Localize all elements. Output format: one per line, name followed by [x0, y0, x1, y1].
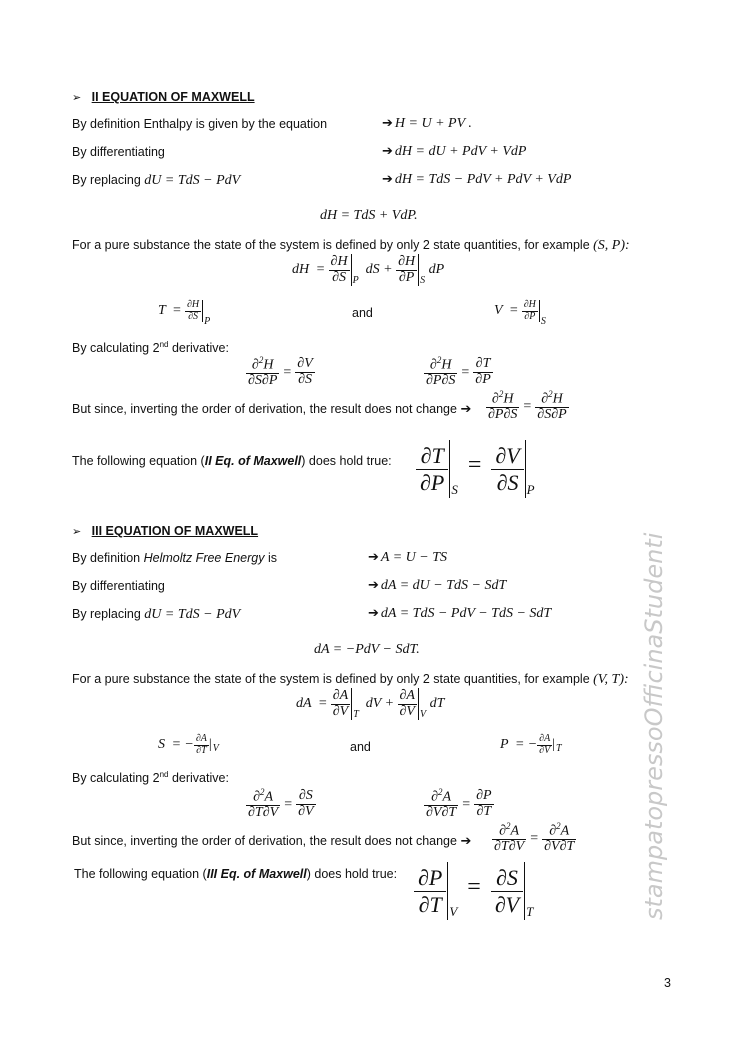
bullet-arrow-icon: ➢	[72, 526, 82, 538]
pure-substance-text-iii: For a pure substance the state of the system is defined by only 2 state quantities, for example (V, T):	[72, 672, 629, 687]
bullet-arrow-icon: ➢	[72, 92, 82, 104]
helmholtz-definition-text: By definition Helmoltz Free Energy is	[72, 551, 277, 565]
schwarz-equality-ii: $\frac{\partial^2H}{\partial P\partial S}$ = $\frac{\partial^2H}{\partial S\partial P}$	[488, 389, 567, 423]
s-partial-eq: S = − $\frac{\partial A}{\partial T}$ $|_V$	[158, 733, 219, 756]
and-label-iii: and	[350, 740, 371, 754]
differential-helmholtz-eq: ➔ dA = dU − TdS − SdT	[368, 578, 507, 593]
enthalpy-result-eq: dH = TdS + VdP.	[320, 208, 418, 223]
section-heading-iii: ➢ III EQUATION OF MAXWELL	[72, 524, 259, 538]
t-partial-eq: T = $\frac{\partial H}{\partial S}$ $_P$	[158, 299, 211, 328]
pure-substance-text: For a pure substance the state of the system is defined by only 2 state quantities, for example (S, P):	[72, 238, 630, 253]
replacing-text: By replacing dU = TdS − PdV	[72, 173, 241, 188]
second-derivative-text-ii: By calculating 2nd derivative:	[72, 340, 229, 356]
second-derivative-eq-4: $\frac{\partial^2A}{\partial V\partial T}$ = $\frac{\partial P}{\partial T}$	[426, 787, 492, 821]
second-derivative-eq-2: $\frac{\partial^2H}{\partial P\partial S}$ = $\frac{\partial T}{\partial P}$	[426, 355, 491, 389]
v-partial-eq: V = $\frac{\partial H}{\partial P}$ $_S$	[494, 299, 546, 328]
page-number: 3	[664, 976, 671, 990]
following-equation-text-iii: The following equation (III Eq. of Maxwell) does hold true:	[74, 867, 398, 881]
p-partial-eq: P = − $\frac{\partial A}{\partial V}$ $|_T$	[500, 733, 562, 756]
right-arrow-icon: ➔	[368, 550, 379, 565]
second-derivative-eq-3: $\frac{\partial^2A}{\partial T\partial V}$ = $\frac{\partial S}{\partial V}$	[248, 787, 314, 821]
second-derivative-eq-1: $\frac{\partial^2H}{\partial S\partial P}$ = $\frac{\partial V}{\partial S}$	[248, 355, 313, 389]
right-arrow-icon: ➔	[460, 402, 472, 417]
second-derivative-text-iii: By calculating 2nd derivative:	[72, 770, 229, 786]
helmholtz-result-eq: dA = −PdV − SdT.	[314, 642, 420, 657]
right-arrow-icon: ➔	[368, 578, 379, 593]
differential-enthalpy-eq: ➔ dH = dU + PdV + VdP	[382, 144, 527, 159]
replaced-enthalpy-eq: ➔ dH = TdS − PdV + PdV + VdP	[382, 172, 572, 187]
replacing-text-iii: By replacing dU = TdS − PdV	[72, 607, 241, 622]
right-arrow-icon: ➔	[382, 144, 393, 159]
right-arrow-icon: ➔	[382, 116, 393, 131]
schwarz-equality-iii: $\frac{\partial^2A}{\partial T\partial V}$ = $\frac{\partial^2A}{\partial V\partial T}$	[494, 821, 575, 855]
following-equation-text-ii: The following equation (II Eq. of Maxwell) does hold true:	[72, 454, 392, 468]
helmholtz-definition-eq: ➔ A = U − TS	[368, 550, 447, 565]
differentiating-text: By differentiating	[72, 145, 165, 159]
da-total-differential: dA = $\frac{\partial A}{\partial V}$ $_T$ dV + $\frac{\partial A}{\partial V}$ $_V$ dT	[296, 687, 445, 721]
dh-total-differential: dH = $\frac{\partial H}{\partial S}$ $_P$ dS + $\frac{\partial H}{\partial P}$ $_S$ dP	[292, 253, 445, 287]
maxwell-eq-ii: $\frac{\partial T}{\partial P}$ S= $\frac{\partial V}{\partial S}$ P	[416, 440, 535, 498]
but-since-text-iii: But since, inverting the order of derivation, the result does not change ➔	[72, 834, 472, 849]
maxwell-eq-iii: $\frac{\partial P}{\partial T}$ V= $\frac{\partial S}{\partial V}$ T	[414, 862, 533, 920]
right-arrow-icon: ➔	[460, 834, 472, 849]
right-arrow-icon: ➔	[368, 606, 379, 621]
right-arrow-icon: ➔	[382, 172, 393, 187]
watermark: stampatopressoOfficinaStudenti	[640, 532, 668, 920]
enthalpy-definition-eq: ➔ H = U + PV .	[382, 116, 472, 131]
and-label-ii: and	[352, 306, 373, 320]
enthalpy-definition-text: By definition Enthalpy is given by the equation	[72, 117, 328, 131]
section-heading-ii: ➢ II EQUATION OF MAXWELL	[72, 90, 255, 104]
replaced-helmholtz-eq: ➔ dA = TdS − PdV − TdS − SdT	[368, 606, 552, 621]
but-since-text-ii: But since, inverting the order of derivation, the result does not change ➔	[72, 402, 472, 417]
differentiating-text-iii: By differentiating	[72, 579, 165, 593]
